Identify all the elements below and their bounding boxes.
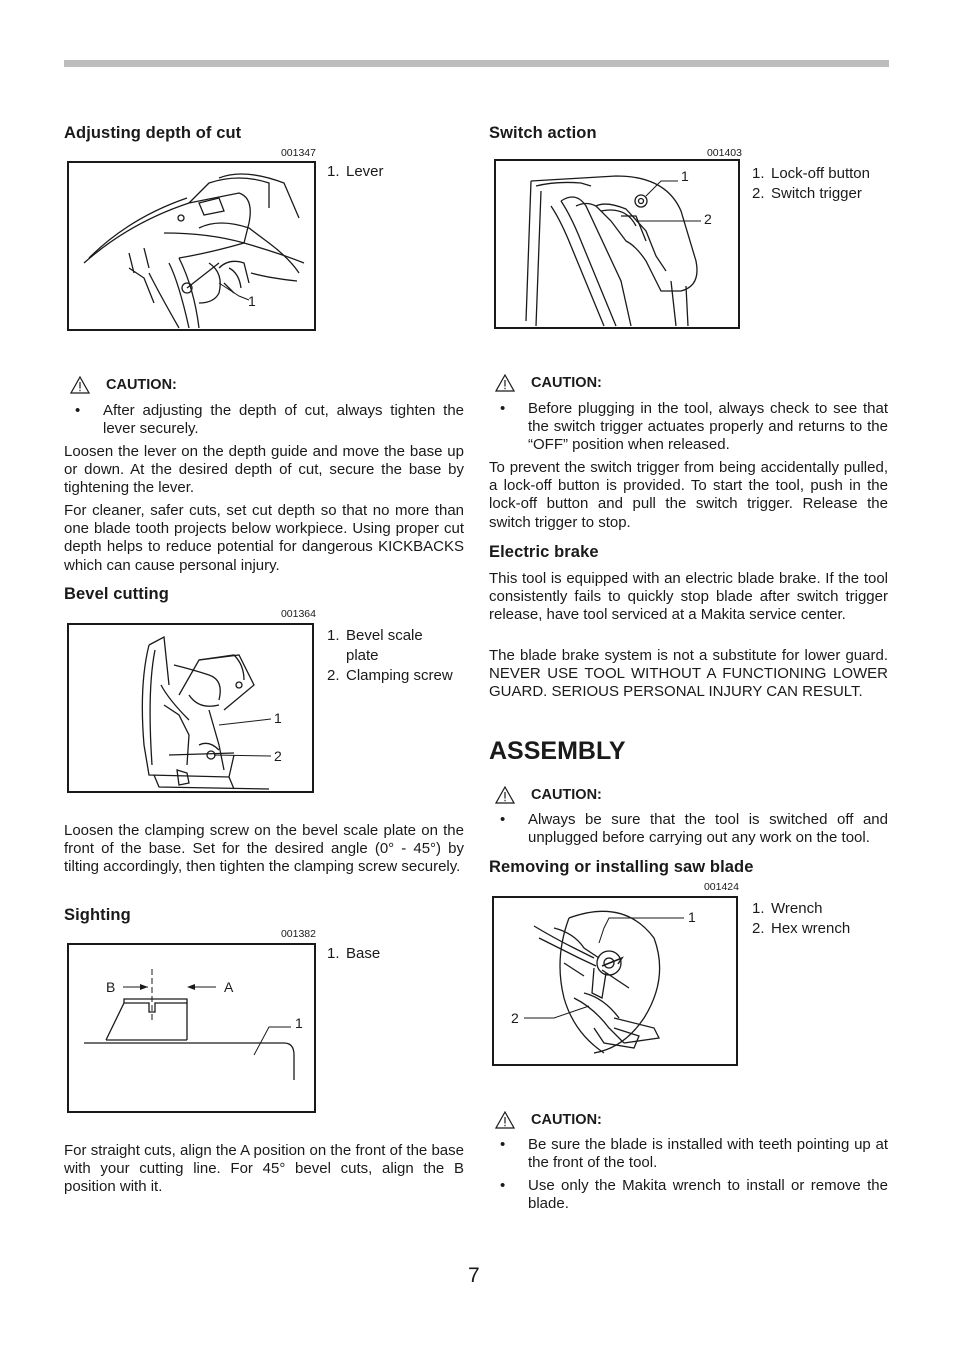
legend-item: 1. Lever bbox=[327, 163, 384, 180]
caution-bullet: • Use only the Makita wrench to install or remove the blade. bbox=[500, 1177, 888, 1213]
caution-bullet: • Be sure the blade is installed with teeth pointing up at the front of the tool. bbox=[500, 1136, 888, 1172]
switch-illustration bbox=[496, 161, 738, 327]
legend-item: 1. Lock-off button bbox=[752, 165, 870, 182]
paragraph: Loosen the lever on the depth guide and move the base up or down. At the desired depth of cut, secure the base by tightening the lever. bbox=[64, 443, 464, 497]
caution-label: CAUTION: bbox=[531, 1112, 602, 1128]
legend-blade bbox=[752, 899, 892, 939]
figure-code: 001382 bbox=[280, 928, 316, 940]
paragraph: This tool is equipped with an electric blade brake. If the tool consistently fails to quickly stop blade after switch trigger release, have tool serviced at a Makita service center. bbox=[489, 570, 888, 624]
legend-item: 2. Switch trigger bbox=[752, 185, 862, 202]
caution-label: CAUTION: bbox=[531, 375, 602, 391]
callout-1: 1 bbox=[681, 168, 689, 184]
section-title-depth: Adjusting depth of cut bbox=[64, 124, 242, 142]
warning-icon bbox=[495, 786, 515, 804]
figure-blade bbox=[492, 896, 738, 1066]
legend-item: 2. Clamping screw bbox=[327, 667, 453, 684]
paragraph: Loosen the clamping screw on the bevel scale plate on the front of the base. Set for the desired angle (0° - 45°) by tilting accordingly, then tighten the clamping screw securely. bbox=[64, 822, 464, 876]
callout-2: 2 bbox=[704, 211, 712, 227]
legend-item: 1. Wrench bbox=[752, 900, 823, 917]
section-title-switch: Switch action bbox=[489, 124, 597, 142]
section-title-sighting: Sighting bbox=[64, 906, 131, 924]
section-title-blade: Removing or installing saw blade bbox=[489, 858, 754, 876]
paragraph: To prevent the switch trigger from being accidentally pulled, a lock-off button is provided. To start the tool, push in the lock-off button and pull the switch trigger. Release the switch trigger to stop. bbox=[489, 459, 888, 531]
figure-sighting bbox=[67, 943, 316, 1113]
legend-item: 2. Hex wrench bbox=[752, 920, 851, 937]
label-b: B bbox=[106, 979, 116, 995]
legend-sighting bbox=[327, 944, 462, 964]
blade-illustration bbox=[494, 898, 736, 1064]
callout-2: 2 bbox=[511, 1010, 519, 1026]
section-title-brake: Electric brake bbox=[489, 543, 599, 561]
caution-heading bbox=[489, 1111, 602, 1129]
warning-icon bbox=[70, 376, 90, 394]
caution-heading bbox=[489, 786, 602, 804]
caution-heading bbox=[64, 376, 177, 394]
figure-bevel bbox=[67, 623, 314, 793]
chapter-title-assembly: ASSEMBLY bbox=[489, 737, 626, 765]
callout-1: 1 bbox=[248, 293, 256, 309]
legend-depth bbox=[327, 162, 462, 182]
caution-bullet: • Before plugging in the tool, always check to see that the switch trigger actuates properly and returns to the “OFF” position when released. bbox=[500, 400, 888, 454]
figure-code: 001424 bbox=[703, 881, 739, 893]
figure-code: 001403 bbox=[706, 147, 742, 159]
figure-code: 001364 bbox=[280, 608, 316, 620]
legend-item: 1. Bevel scale plate bbox=[327, 627, 423, 664]
caution-label: CAUTION: bbox=[106, 377, 177, 393]
legend-switch bbox=[752, 164, 892, 204]
warning-icon bbox=[495, 1111, 515, 1129]
callout-1: 1 bbox=[688, 909, 696, 925]
page-number: 7 bbox=[468, 1264, 480, 1287]
paragraph: For cleaner, safer cuts, set cut depth so that no more than one blade tooth projects below workpiece. Using proper cut depth helps to reduce potential for dangerous KICKBACKS which can cause personal injury. bbox=[64, 502, 464, 574]
header-rule bbox=[64, 60, 889, 67]
warning-icon bbox=[495, 374, 515, 392]
callout-1: 1 bbox=[274, 710, 282, 726]
caution-heading bbox=[489, 374, 602, 392]
section-title-bevel: Bevel cutting bbox=[64, 585, 169, 603]
paragraph: The blade brake system is not a substitute for lower guard. NEVER USE TOOL WITHOUT A FUNCTIONING LOWER GUARD. SERIOUS PERSONAL INJURY CAN RESULT. bbox=[489, 647, 888, 701]
callout-2: 2 bbox=[274, 748, 282, 764]
legend-bevel bbox=[327, 626, 467, 686]
figure-code: 001347 bbox=[280, 147, 316, 159]
bevel-illustration bbox=[69, 625, 312, 791]
legend-item: 1. Base bbox=[327, 945, 381, 962]
sighting-illustration bbox=[69, 945, 314, 1111]
caution-label: CAUTION: bbox=[531, 787, 602, 803]
depth-illustration bbox=[69, 163, 314, 329]
label-a: A bbox=[224, 979, 234, 995]
callout-1: 1 bbox=[295, 1015, 303, 1031]
paragraph: For straight cuts, align the A position on the front of the base with your cutting line. For 45° bevel cuts, align the B position with it. bbox=[64, 1142, 464, 1196]
figure-depth-adjust bbox=[67, 161, 316, 331]
caution-bullet: • Always be sure that the tool is switched off and unplugged before carrying out any work on the tool. bbox=[500, 811, 888, 847]
figure-switch bbox=[494, 159, 740, 329]
caution-bullet: • After adjusting the depth of cut, always tighten the lever securely. bbox=[75, 402, 464, 438]
